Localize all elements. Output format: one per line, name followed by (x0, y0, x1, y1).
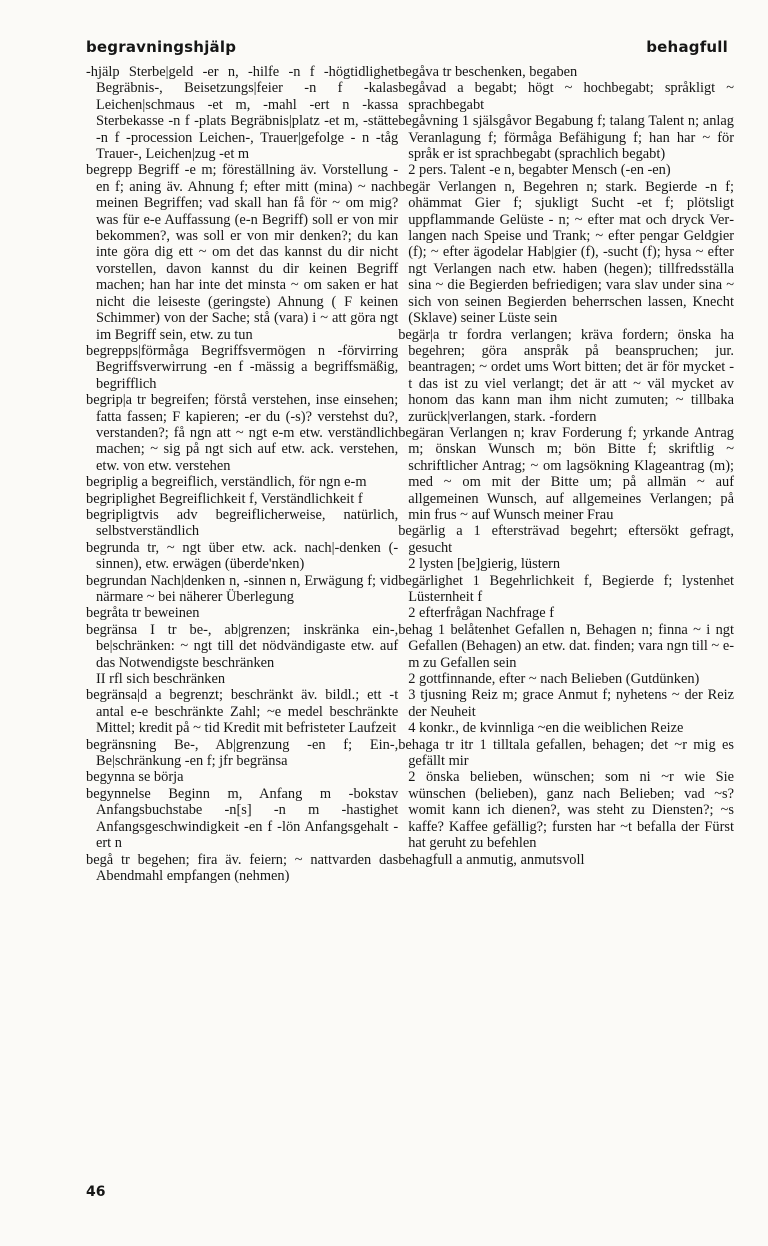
entry-begriplighet: begriplighet Begreiflichkeit f, Verständlichkeit f (86, 490, 363, 507)
header-left-guideword: begravningshjälp (86, 38, 237, 56)
entry-begrata: begråta tr beweinen (86, 605, 200, 622)
entry-behag-1: behag 1 belåtenhet Gefallen n, Behagen n; finna ~ i ngt Gefallen (Behagen) an etw. dat. finden; vara ngn till ~ e-m zu Gefallen sein (398, 621, 734, 671)
entry-begravning-compounds: -hjälp Sterbe|geld -er n, -hilfe -n f -högtidlighet Begräbnis-, Beisetzungs|feier -n f -kalas Leichen|schmaus -et m, -mahl -ert n -kassa Sterbekasse -n f -plats Begräbnis|platz -et m, -stätte -n f -procession Leichen-, Trauer|gefolge - n -tåg Trauer-, Leichen|zug -et m (86, 64, 399, 163)
entry-begara: begär|a tr fordra verlangen; kräva fordern; önska ha begehren; göra anspråk på beanspruchen; jur. beantragen; ~ ordet ums Wort bitten; det är för mycket -t das ist zu viel verlangt; det är att ~ väl mycket av honom das kann man ihm nicht zumuten; ~ tillbaka zurück|verlangen, stark. -fordern (398, 326, 734, 425)
entry-begavning-2: 2 pers. Talent -e n, begabter Mensch (-en -en) (408, 162, 671, 179)
entry-begrunda: begrunda tr, ~ ngt über etw. ack. nach|-denken (-sinnen), etw. erwägen (überde'nken) (86, 539, 399, 573)
left-column (86, 64, 398, 884)
running-header (86, 38, 734, 56)
entry-begrepp: begrepp Begriff -e m; föreställning äv. Vorstellung -en f; aning äv. Ahnung f; efter mitt (mina) ~ nach meinen Begriffen; vad skall han få för ~ om mig? was für e-e Auffassung (e-n Begriff) soll er von mir bekommen?, was soll er von mir denken?; du kan inte göra dig ett ~ om det das kannst du dir nicht vorstellen, davon kannst du dir keinen Begriff machen; han har inte det minsta ~ om saken er hat nicht die leiseste (geringste) Ahnung ( F keinen Schimmer) von der Sache; stå (vara) i ~ att göra ngt im Begriff sein, etw. zu tun (86, 162, 399, 343)
header-right-guideword: behagfull (646, 38, 728, 56)
entry-begrundan: begrundan Nach|denken n, -sinnen n, Erwägung f; vid närmare ~ bei näherer Überlegung (86, 572, 399, 605)
entry-begarlighet-1: begärlighet 1 Begehrlichkeit f, Begierde f; lystenhet Lüsternheit f (398, 572, 734, 605)
entry-behag-4: 4 konkr., de kvinnliga ~en die weiblichen Reize (408, 720, 684, 737)
entry-begarlig-2: 2 lysten [be]gierig, lüstern (408, 556, 561, 573)
entry-behag-2: 2 gottfinnande, efter ~ nach Belieben (Gutdünken) (408, 671, 700, 688)
entry-begynnelse: begynnelse Beginn m, Anfang m -bokstav Anfangsbuchstabe -n[s] -n m -hastighet Anfangsgeschwindigkeit -en f -lön Anfangsgehalt -ert n (86, 785, 399, 852)
entry-begransad: begränsa|d a begrenzt; beschränkt äv. bildl.; ett -t antal e-e beschränkte Zahl; ~e medel beschränkte Mittel; kredit på ~ tid Kredit mit befristeter Laufzeit (86, 687, 399, 737)
entry-begransa-1: begränsa I tr be-, ab|grenzen; inskränka ein-, be|schränken: ~ ngt till det nödvändigaste etw. auf das Notwendigste beschränken (86, 621, 399, 671)
entry-behagfull: behagfull a anmutig, anmutsvoll (398, 851, 585, 868)
entry-begransa-2: II rfl sich beschränken (96, 671, 226, 688)
two-column-body (86, 64, 734, 884)
entry-begavning-1: begåvning 1 själsgåvor Begabung f; talang Talent n; anlag Veranlagung f; förmåga Befähigung f; han har ~ för språk er ist sprachbegabt (sprachlich begabt) (398, 113, 734, 163)
entry-behaga-2: 2 önska belieben, wünschen; som ni ~r wie Sie wünschen (belieben), ganz nach Belieben; vad ~s? womit kann ich dienen?, was steht zu Diensten?; ~s kaffe? Kaffee gefällig?; fursten har ~t befalla der Fürst hat geruht zu befehlen (408, 769, 734, 852)
entry-begava: begåva tr beschenken, begaben (398, 64, 578, 80)
entry-behag-3: 3 tjusning Reiz m; grace Anmut f; nyhetens ~ der Reiz der Neuheit (408, 687, 734, 720)
entry-begarlighet-2: 2 efterfrågan Nachfrage f (408, 605, 555, 622)
entry-begar: begär Verlangen n, Begehren n; stark. Begierde -n f; ohämmat Gier f; sjukligt Sucht -et f; plötsligt uppflammande Gelüste - n; ~ efter mat och dryck Verlangen nach Speise und Trank; ~ efter pengar Geldgier (f); ~ efter ägodelar Hab|gier (f), -sucht (f); hysa ~ efter ngt Verlangen nach etw. haben (hegen); tillfredsställa sina ~ die Begierden befriedigen; vara slav under sina ~ sich von seinen Begierden beherrschen lassen, Knecht (Sklave) seiner Lüste sein (398, 178, 734, 327)
entry-begripa: begrip|a tr begreifen; förstå verstehen, inse einsehen; fatta fassen; F kapieren; -er du (-s)? verstehst du?, verstanden?; få ngn att ~ ngt e-m etw. verständlich machen; ~ sig på ngt sich auf etw. ack. verstehen, etw. von etw. verstehen (86, 392, 399, 474)
entry-begransning: begränsning Be-, Ab|grenzung -en f; Ein-, Be|schränkung -en f; jfr begränsa (86, 736, 399, 770)
entry-begriplig: begriplig a begreiflich, verständlich, för ngn e-m (86, 474, 367, 491)
entry-begarlig-1: begärlig a 1 eftersträvad begehrt; eftersökt gefragt, gesucht (398, 523, 734, 556)
entry-begripligtvis: begripligtvis adv begreiflicherweise, natürlich, selbstverständlich (86, 506, 399, 540)
page-number: 46 (86, 1184, 106, 1200)
entry-begynna: begynna se börja (86, 769, 184, 786)
entry-begreppsformaga: begrepps|förmåga Begriffsvermögen n -förvirring Begriffsverwirrung -en f -mässig a begriffsmäßig, begrifflich (86, 342, 399, 392)
entry-begaran: begäran Verlangen n; krav Forderung f; yrkande Antrag m; önskan Wunsch m; bön Bitte f; skriftlig ~ schriftlicher Antrag; ~ om lagsökning Klageantrag (m); med ~ om mit der Bitte um; på allmän ~ auf allgemeinen Wunsch, auf allgemeines Verlangen; på min frus ~ auf Wunsch meiner Frau (398, 424, 734, 523)
entry-bega: begå tr begehen; fira äv. feiern; ~ nattvarden das Abendmahl empfangen (nehmen) (86, 851, 399, 884)
entry-begavad: begåvad a begabt; högt ~ hochbegabt; språkligt ~ sprachbegabt (398, 80, 734, 113)
entry-behaga-1: behaga tr itr 1 tilltala gefallen, behagen; det ~r mig es gefällt mir (398, 736, 734, 770)
right-column (398, 64, 734, 884)
